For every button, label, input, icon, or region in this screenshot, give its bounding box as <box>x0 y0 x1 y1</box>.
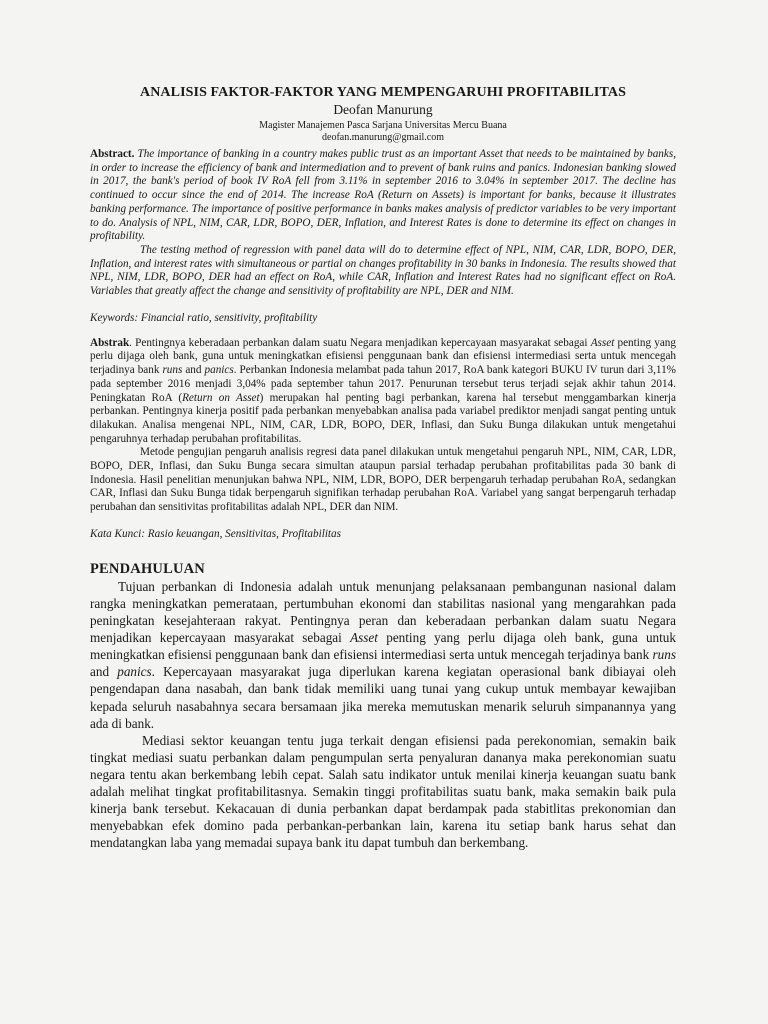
author-affiliation: Magister Manajemen Pasca Sarjana Universitas Mercu Buana <box>259 120 507 131</box>
body-paragraph-1 <box>90 578 676 732</box>
author-email: deofan.manurung@gmail.com <box>322 132 444 143</box>
body-runs: runs <box>652 647 676 663</box>
abstract-english <box>90 148 676 299</box>
section-body <box>90 578 676 852</box>
paper-content <box>90 84 676 851</box>
abstract-en-paragraph-1 <box>90 148 676 244</box>
abstrak-and: and <box>182 364 205 377</box>
body-paragraph-2: Mediasi sektor keuangan tentu juga terkait dengan efisiensi pada perekonomian, semakin baik tingkat mediasi suatu perbankan dalam pengumpulan serta penyaluran dananya maka perekonomian suatu negara tentu akan berkembang lebih cepat. Salah satu indikator untuk menilai kinerja keuangan suatu bank adalah melihat tingkat profitabilitasnya. Semakin tinggi profitabilitas suatu bank, maka semakin baik pula kinerja bank tersebut. Kekacauan di dunia perbankan dapat berdampak pada stabitlitas prekonomian dan menyebabkan efek domino pada perbankan-perbankan lain, karena itu setiap bank harus sehat dan mendatangkan laba yang memadai supaya bank itu dapat tumbuh dan berkembang. <box>90 732 676 851</box>
abstrak-text-a: . Pentingnya keberadaan perbankan dalam suatu Negara menjadikan kepercayaan masyarakat sebagai <box>129 336 591 349</box>
abstrak-label: Abstrak <box>90 336 130 349</box>
abstrak-text-c: . Perbankan Indonesia melambat pada tahun 2017, RoA bank kategori BUKU IV turun dari 3,11% pada september 2016 menjadi 3,04% pada september tahun 2017. Penurunan tersebut terus terjadi sejak akhir tahun 2014. Peningkatan RoA ( <box>90 364 677 404</box>
abstract-en-paragraph-2: The testing method of regression with panel data will do to determine effect of NPL, NIM, CAR, LDR, BOPO, DER, Inflation, and interest rates with simultaneous or partial on changes profitability in 30 banks in Indonesia. The results showed that NPL, NIM, LDR, BOPO, DER had an effect on RoA, while CAR, Inflation and Interest Rates had no significant effect on RoA. Variables that greatly affect the change and sensitivity of profitability are NPL, DER and NIM. <box>90 243 676 298</box>
abstrak-paragraph-2: Metode pengujian pengaruh analisis regresi data panel dilakukan untuk mengetahui pengaruh NPL, NIM, CAR, LDR, BOPO, DER, Inflasi, dan Suku Bunga secara simultan ataupun parsial terhadap perubahan profitabilitas pada 30 bank di Indonesia. Hasil penelitian menunjukan bahwa NPL, NIM, LDR, BOPO, DER berpengaruh terhadap perubahan RoA, sedangkan CAR, Inflasi dan Suku Bunga tidak berpengaruh signifikan terhadap perubahan RoA. Variabel yang sangat berpengaruh terhadap perubahan dan sensitivitas profitabilitas adalah NPL, DER dan NIM. <box>90 446 676 514</box>
body-text-c: . Kepercayaan masyarakat juga diperlukan karena kegiatan operasional bank dibiayai oleh pengendapan dana nasabah, dan bank tidak memiliki uang tunai yang cukup untuk membayar kewajiban kepada seluruh nasabahnya secara bersamaan jika mereka memutuskan menarik seluruh simpanannya yang ada di bank. <box>90 664 677 731</box>
abstrak-text-d: ) merupakan hal penting bagi perbankan, karena hal tersebut menggambarkan kinerja perbankan. Pentingnya kinerja positif pada perbankan menyebabkan analisa pada variabel prediktor menjadi sangat penting untuk dilakukan. Analisa mengenai NPL, NIM, CAR, LDR, BOPO, DER, Inflasi, dan Suku Bunga dilakukan untuk mengetahui pengaruhnya terhadap perubahan profitabilitas. <box>90 391 676 445</box>
body-text-a: Tujuan perbankan di Indonesia adalah untuk menunjang pelaksanaan pembangunan nasional dalam rangka meningkatkan pemerataan, pertumbuhan ekonomi dan stabilitas nasional yang mengarahkan pada peningkatan kesejahteraan rakyat. Pentingnya peran dan keberadaan perbankan dalam suatu Negara menjadikan kepercayaan masyarakat sebagai <box>90 578 676 646</box>
abstrak-paragraph-1 <box>90 337 676 447</box>
keywords: Keywords: Financial ratio, sensitivity, profitability <box>90 311 318 324</box>
abstrak-roa: Return on Asset <box>182 391 260 404</box>
abstrak-asset: Asset <box>590 336 615 349</box>
abstrak-panics: panics <box>204 364 234 377</box>
abstract-en-label: Abstract. <box>90 148 135 160</box>
abstrak-text-b: penting yang perlu dijaga oleh bank, guna untuk meningkatkan efisiensi penggunaan bank dan efisiensi intermediasi serta untuk mencegah terjadinya bank <box>90 336 676 377</box>
kata-kunci-text: : Rasio keuangan, Sensitivitas, Profitabilitas <box>141 527 341 540</box>
body-asset: Asset <box>350 630 378 646</box>
author-name: Deofan Manurung <box>333 102 433 117</box>
abstract-en-text-1: The importance of banking in a country makes public trust as an important Asset that needs to be maintained by banks, in order to increase the efficiency of bank and intermediation and to prevent of bank ruins and panics. Indonesian banking slowed in 2017, the bank's period of book IV RoA fell from 3.11% in september 2016 to 3.04% in september 2017. The decline has continued to occur since the end of 2014. The increase RoA (Return on Assets) is important for banks, because it illustrates banking performance. The importance of positive performance in banks makes analysis of predictor variables to be very important to do. Analysis of NPL, NIM, CAR, LDR, BOPO, DER, Inflation, and Interest Rates is done to determine its effect on changes in profitability. <box>90 148 676 243</box>
section-heading: PENDAHULUAN <box>90 560 205 577</box>
abstract-indonesian <box>90 337 676 515</box>
kata-kunci <box>90 527 676 541</box>
body-and: and <box>90 664 118 680</box>
abstrak-runs: runs <box>162 364 183 377</box>
body-panics: panics <box>117 664 152 680</box>
paper-title: ANALISIS FAKTOR-FAKTOR YANG MEMPENGARUHI PROFITABILITAS <box>140 85 626 100</box>
body-text-b: penting yang perlu dijaga oleh bank, guna untuk meningkatkan efisiensi penggunaan bank dan efisiensi intermediasi serta untuk mencegah terjadinya bank <box>90 630 676 663</box>
kata-kunci-label: Kata Kunci <box>90 527 142 540</box>
